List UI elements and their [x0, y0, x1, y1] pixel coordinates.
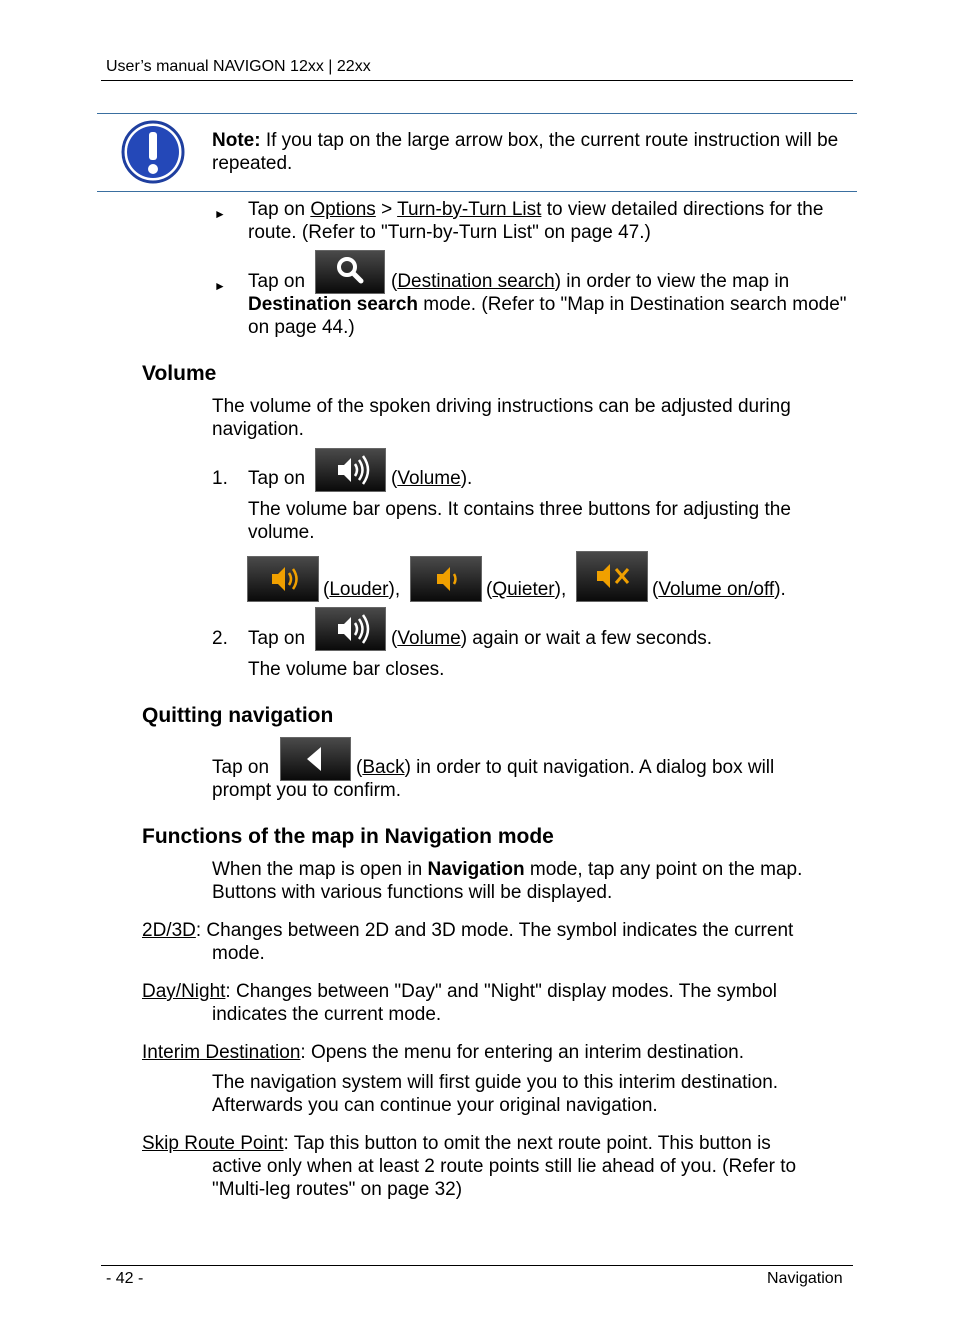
louder-link[interactable]: Louder — [329, 579, 389, 600]
volume-button[interactable] — [315, 448, 386, 492]
section-name: Navigation — [767, 1270, 843, 1287]
speaker-icon — [316, 608, 385, 650]
quit-text: (Back) in order to quit navigation. A dialog box will — [356, 757, 775, 778]
back-arrow-icon — [281, 738, 350, 780]
step-2-number: 2. — [212, 628, 228, 649]
speaker-louder-icon — [248, 557, 318, 601]
destination-search-button[interactable] — [315, 250, 385, 294]
step-1-number: 1. — [212, 468, 228, 489]
step-1-link-wrap: (Volume). — [391, 468, 473, 489]
louder-label: (Louder), — [323, 579, 401, 600]
step-2-desc: The volume bar closes. — [248, 659, 445, 680]
quit-heading: Quitting navigation — [142, 704, 334, 727]
step-1-desc: The volume bar opens. It contains three buttons for adjusting the volume. — [248, 499, 791, 543]
bullet-2-rest: Destination search mode. (Refer to "Map in Destination search mode" on page 44.) — [248, 294, 847, 338]
bullet-marker: ► — [214, 279, 226, 293]
function-item-2d3d: 2D/3D: Changes between 2D and 3D mode. The symbol indicates the current mode. — [142, 920, 794, 964]
quieter-button[interactable] — [410, 556, 482, 602]
function-term: Interim Destination — [142, 1042, 301, 1063]
functions-heading: Functions of the map in Navigation mode — [142, 825, 554, 848]
function-item-interim: Interim Destination: Opens the menu for entering an interim destination. The navigation system will first guide you to this interim destination. Afterwards you can continue your original navigation. — [142, 1042, 779, 1116]
function-item-day-night: Day/Night: Changes between "Day" and "Night" display modes. The symbol indicates the current mode. — [142, 981, 777, 1025]
note-bottom-rule — [97, 191, 857, 192]
volume-link-2[interactable]: Volume — [397, 628, 461, 649]
louder-button[interactable] — [247, 556, 319, 602]
step-2-pre: Tap on — [248, 628, 306, 649]
bullet-2-pre: Tap on — [248, 271, 306, 292]
magnifier-icon — [316, 251, 384, 293]
function-term: Day/Night — [142, 981, 226, 1002]
volume-onoff-link[interactable]: Volume on/off — [658, 579, 775, 600]
header-rule — [101, 80, 853, 81]
turn-by-turn-link[interactable]: Turn-by-Turn List — [397, 199, 542, 220]
volume-button-2[interactable] — [315, 607, 386, 651]
onoff-label: (Volume on/off). — [652, 579, 786, 600]
note-top-rule — [97, 113, 857, 114]
step-1-pre: Tap on — [248, 468, 306, 489]
page-number: - 42 - — [106, 1270, 144, 1287]
note-text: Note: If you tap on the large arrow box, the current route instruction will be repeated. — [212, 130, 839, 174]
bullet-marker: ► — [214, 207, 226, 221]
back-button[interactable] — [280, 737, 351, 781]
back-link[interactable]: Back — [362, 757, 405, 778]
options-link[interactable]: Options — [310, 199, 376, 220]
destination-search-link[interactable]: Destination search — [397, 271, 555, 292]
volume-link[interactable]: Volume — [397, 468, 461, 489]
quit-pre: Tap on — [212, 757, 270, 778]
function-term: 2D/3D — [142, 920, 196, 941]
bullet-2-line1: (Destination search) in order to view the map in — [391, 271, 790, 292]
step-2-text: (Volume) again or wait a few seconds. — [391, 628, 713, 649]
volume-heading: Volume — [142, 362, 217, 385]
speaker-quieter-icon — [411, 557, 481, 601]
volume-intro: The volume of the spoken driving instructions can be adjusted during navigation. — [212, 396, 791, 440]
exclamation-icon — [121, 120, 185, 184]
speaker-icon — [316, 449, 385, 491]
bullet-1-text: Tap on Options > Turn-by-Turn List to view detailed directions for the route. (Refer to "Turn-by-Turn List" on page 47.) — [248, 199, 824, 243]
function-term: Skip Route Point — [142, 1133, 284, 1154]
functions-intro: When the map is open in Navigation mode, tap any point on the map. Buttons with various functions will be displayed. — [212, 859, 803, 903]
function-item-skip: Skip Route Point: Tap this button to omit the next route point. This button is active only when at least 2 route points still lie ahead of you. (Refer to "Multi-leg routes" on page 32) — [142, 1133, 797, 1200]
quieter-label: (Quieter), — [486, 579, 567, 600]
quieter-link[interactable]: Quieter — [492, 579, 555, 600]
page-header: User’s manual NAVIGON 12xx | 22xx — [106, 58, 371, 75]
quit-line2: prompt you to confirm. — [212, 780, 402, 801]
speaker-mute-icon — [577, 552, 647, 601]
volume-onoff-button[interactable] — [576, 551, 648, 602]
footer-rule — [101, 1265, 853, 1266]
